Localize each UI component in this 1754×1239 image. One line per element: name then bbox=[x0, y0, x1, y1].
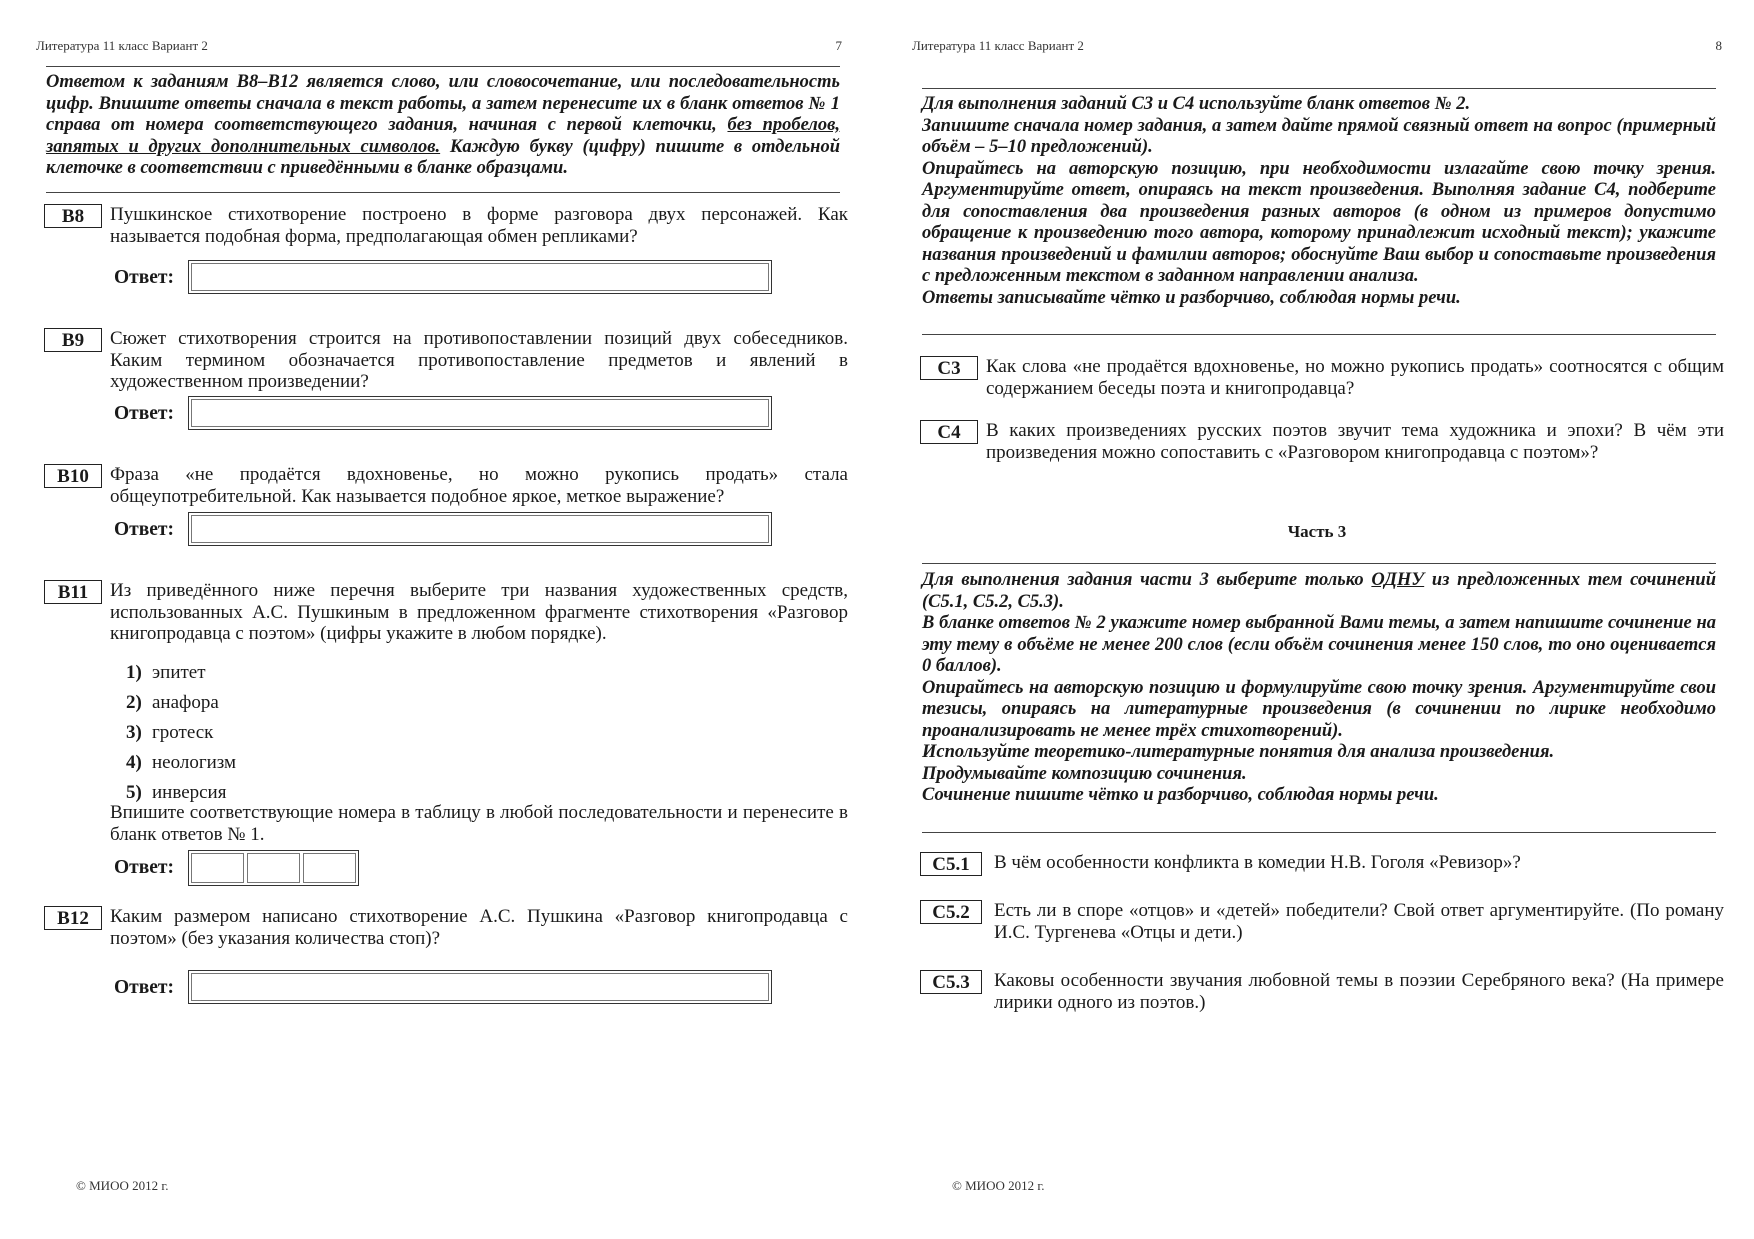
task-text: Каковы особенности звучания любовной темы в поэзии Серебряного века? (На примере лирики одного из поэтов.) bbox=[994, 970, 1724, 1013]
part3-title: Часть 3 bbox=[1287, 522, 1347, 541]
option-item: 4) неологизм bbox=[126, 752, 237, 773]
answer-label: Ответ: bbox=[114, 267, 175, 288]
options-list bbox=[126, 658, 236, 808]
divider bbox=[46, 66, 840, 67]
task-code: B9 bbox=[44, 328, 102, 352]
task-code: C3 bbox=[920, 356, 978, 380]
task-code: C5.2 bbox=[920, 900, 982, 924]
left-page bbox=[36, 0, 848, 1239]
answer-field-b10[interactable] bbox=[188, 512, 772, 546]
task-text: Есть ли в споре «отцов» и «детей» победители? Свой ответ аргументируйте. (По роману И.С. Тургенева «Отцы и дети.) bbox=[994, 900, 1724, 943]
b11-note: Впишите соответствующие номера в таблицу в любой последовательности и перенесите в бланк ответов № 1. bbox=[110, 802, 848, 845]
instruction-b: Ответом к заданиям В8–В12 является слово, или словосочетание, или последовательность цифр. Впишите ответы сначала в текст работы, а затем перенесите их в бланк ответов № 1 справа от номера соответствующего задания, начиная с первой клеточки, без пробелов, запятых и других дополнительных символов. Каждую букву (цифру) пишите в отдельной клеточке в соответствии с приведёнными в бланке образцами. bbox=[46, 72, 840, 178]
answer-label: Ответ: bbox=[114, 977, 175, 998]
answer-label: Ответ: bbox=[114, 519, 175, 540]
page-header bbox=[36, 38, 842, 58]
answer-cell[interactable] bbox=[247, 853, 300, 883]
answer-cell[interactable] bbox=[191, 853, 244, 883]
page-header bbox=[912, 38, 1722, 58]
task-code: B8 bbox=[44, 204, 102, 228]
task-text: Из приведённого ниже перечня выберите три названия художественных средств, использованных А.С. Пушкиным в предложенном фрагменте стихотворения «Разговор книгопродавца с поэтом» (цифры укажите в любом порядке). bbox=[110, 580, 848, 644]
task-code: C5.1 bbox=[920, 852, 982, 876]
answer-field-b8[interactable] bbox=[188, 260, 772, 294]
task-code: B12 bbox=[44, 906, 102, 930]
task-text: В каких произведениях русских поэтов звучит тема художника и эпохи? В чём эти произведения можно сопоставить с «Разговором книгопродавца с поэтом»? bbox=[986, 420, 1724, 463]
header-title: Литература 11 класс Вариант 2 bbox=[36, 38, 208, 53]
divider bbox=[922, 563, 1716, 564]
task-code: B10 bbox=[44, 464, 102, 488]
header-title: Литература 11 класс Вариант 2 bbox=[912, 38, 1084, 53]
answer-cell[interactable] bbox=[303, 853, 356, 883]
task-text: Как слова «не продаётся вдохновенье, но можно рукопись продать» соотносятся с общим содержанием беседы поэта и книгопродавца? bbox=[986, 356, 1724, 399]
task-code: C5.3 bbox=[920, 970, 982, 994]
answer-cells-b11[interactable] bbox=[188, 850, 359, 886]
task-code: C4 bbox=[920, 420, 978, 444]
answer-label: Ответ: bbox=[114, 857, 175, 878]
page-number: 8 bbox=[1715, 38, 1722, 53]
task-text: Каким размером написано стихотворение А.С. Пушкина «Разговор книгопродавца с поэтом» (без указания количества стоп)? bbox=[110, 906, 848, 949]
answer-field-b9[interactable] bbox=[188, 396, 772, 430]
page-number: 7 bbox=[835, 38, 842, 53]
right-page bbox=[912, 0, 1724, 1239]
task-text: Сюжет стихотворения строится на противопоставлении позиций двух собеседников. Каким термином обозначается противопоставление предметов и явлений в художественном произведении? bbox=[110, 328, 848, 392]
task-text: Фраза «не продаётся вдохновенье, но можно рукопись продать» стала общеупотребительной. Как называется подобное яркое, меткое выражение? bbox=[110, 464, 848, 507]
answer-field-b12[interactable] bbox=[188, 970, 772, 1004]
page-footer: © МИОО 2012 г. bbox=[952, 1178, 1045, 1193]
instruction-part3: Для выполнения задания части 3 выберите только ОДНУ из предложенных тем сочинений (С5.1, С5.2, С5.3). В бланке ответов № 2 укажите номер выбранной Вами темы, а затем напишите сочинение на эту тему в объёме не менее 200 слов (если объём сочинения менее 150 слов, то оно оценивается 0 баллов). Опирайтесь на авторскую позицию и формулируйте свою точку зрения. Аргументируйте свои тезисы, опираясь на литературные произведения (в сочинении по лирике необходимо проанализировать не менее трёх стихотворений). Используйте теоретико-литературные понятия для анализа произведения. Продумывайте композицию сочинения. Сочинение пишите чётко и разборчиво, соблюдая нормы речи. bbox=[922, 570, 1717, 805]
option-item: 5) инверсия bbox=[126, 782, 227, 803]
instruction-c: Для выполнения заданий С3 и С4 используйте бланк ответов № 2. Запишите сначала номер задания, а затем дайте прямой связный ответ на вопрос (примерный объём – 5–10 предложений). Опирайтесь на авторскую позицию, при необходимости излагайте свою точку зрения. Аргументируйте ответ, опираясь на текст произведения. Выполняя задание С4, подберите для сопоставления два произведения разных авторов (в одном из примеров допустимо обращение к произведению того автора, которому принадлежит исходный текст); укажите названия произведений и фамилии авторов; обоснуйте Ваш выбор и сопоставьте произведения с предложенным текстом в заданном направлении анализа. Ответы записывайте чётко и разборчиво, соблюдая нормы речи. bbox=[922, 94, 1716, 308]
option-item: 3) гротеск bbox=[126, 722, 214, 743]
divider bbox=[922, 832, 1716, 833]
answer-label: Ответ: bbox=[114, 403, 175, 424]
divider bbox=[922, 88, 1716, 89]
page-footer: © МИОО 2012 г. bbox=[76, 1178, 169, 1193]
option-item: 2) анафора bbox=[126, 692, 219, 713]
divider bbox=[922, 334, 1716, 335]
task-text: В чём особенности конфликта в комедии Н.В. Гоголя «Ревизор»? bbox=[994, 852, 1521, 873]
task-text: Пушкинское стихотворение построено в форме разговора двух персонажей. Как называется подобная форма, предполагающая обмен репликами? bbox=[110, 204, 848, 247]
option-item: 1) эпитет bbox=[126, 662, 206, 683]
task-code: B11 bbox=[44, 580, 102, 604]
divider bbox=[46, 192, 840, 193]
